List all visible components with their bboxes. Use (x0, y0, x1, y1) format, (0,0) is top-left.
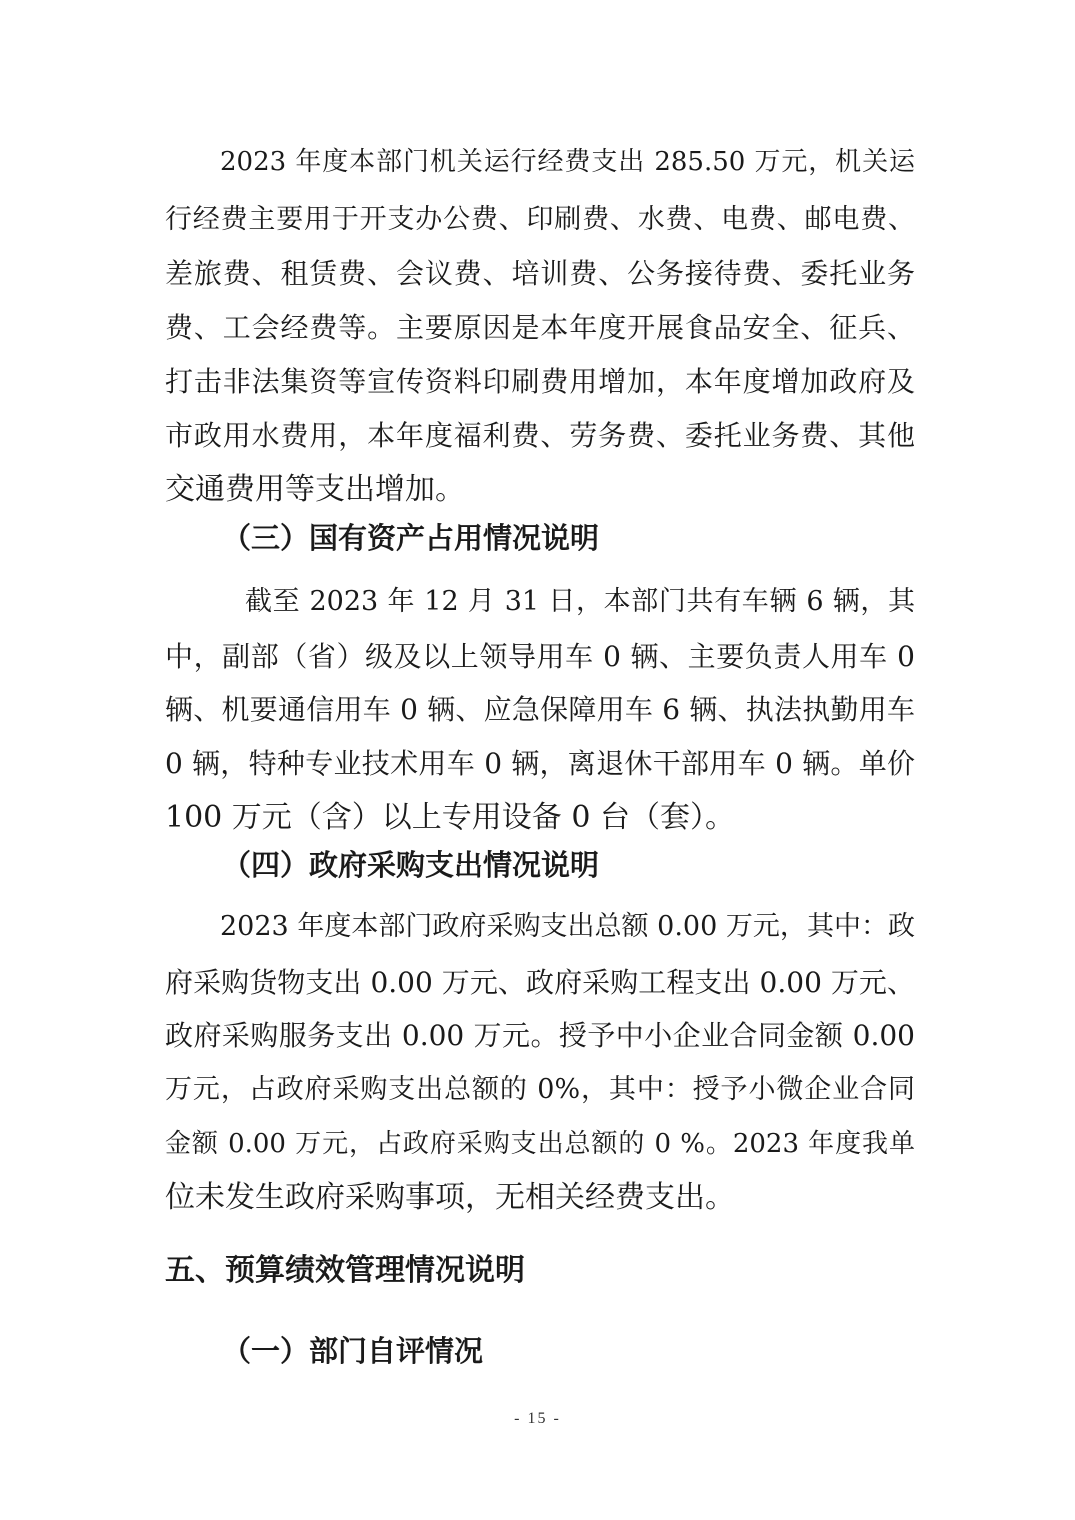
para1-line-7: 交通费用等支出增加。 (165, 472, 465, 507)
para2-line-5: 100 万元（含）以上专用设备 0 台（套）。 (165, 800, 735, 835)
para3-line-4: 万元，占政府采购支出总额的 0%，其中：授予小微企业合同 (165, 1074, 915, 1105)
para1-line-6: 市政用水费用，本年度福利费、劳务费、委托业务费、其他 (165, 419, 915, 452)
para3-line-6: 位未发生政府采购事项，无相关经费支出。 (165, 1180, 735, 1215)
para2-line-1: 截至 2023 年 12 月 31 日，本部门共有车辆 6 辆，其 (245, 586, 915, 617)
para3-line-2: 府采购货物支出 0.00 万元、政府采购工程支出 0.00 万元、 (165, 966, 915, 999)
page-number: - 15 - (514, 1410, 561, 1427)
para1-line-4: 费、工会经费等。主要原因是本年度开展食品安全、征兵、 (165, 311, 915, 344)
heading-state-assets: （三）国有资产占用情况说明 (222, 521, 600, 555)
para1-line-1: 2023 年度本部门机关运行经费支出 285.50 万元，机关运 (220, 147, 915, 177)
para1-line-3: 差旅费、租赁费、会议费、培训费、公务接待费、委托业务 (165, 257, 915, 290)
para2-line-4: 0 辆，特种专业技术用车 0 辆，离退休干部用车 0 辆。单价 (165, 747, 915, 780)
para1-line-2: 行经费主要用于开支办公费、印刷费、水费、电费、邮电费、 (165, 204, 915, 235)
para3-line-5: 金额 0.00 万元，占政府采购支出总额的 0 %。2023 年度我单 (165, 1129, 915, 1159)
para3-line-1: 2023 年度本部门政府采购支出总额 0.00 万元，其中：政 (220, 911, 915, 942)
section-heading-budget-performance: 五、预算绩效管理情况说明 (165, 1253, 525, 1288)
para2-line-2: 中，副部（省）级及以上领导用车 0 辆、主要负责人用车 0 (165, 640, 915, 673)
para2-line-3: 辆、机要通信用车 0 辆、应急保障用车 6 辆、执法执勤用车 (165, 693, 915, 726)
para1-line-5: 打击非法集资等宣传资料印刷费用增加，本年度增加政府及 (165, 365, 915, 398)
para3-line-3: 政府采购服务支出 0.00 万元。授予中小企业合同金额 0.00 (165, 1019, 915, 1052)
heading-department-self-evaluation: （一）部门自评情况 (222, 1334, 484, 1368)
heading-government-procurement: （四）政府采购支出情况说明 (222, 848, 600, 882)
